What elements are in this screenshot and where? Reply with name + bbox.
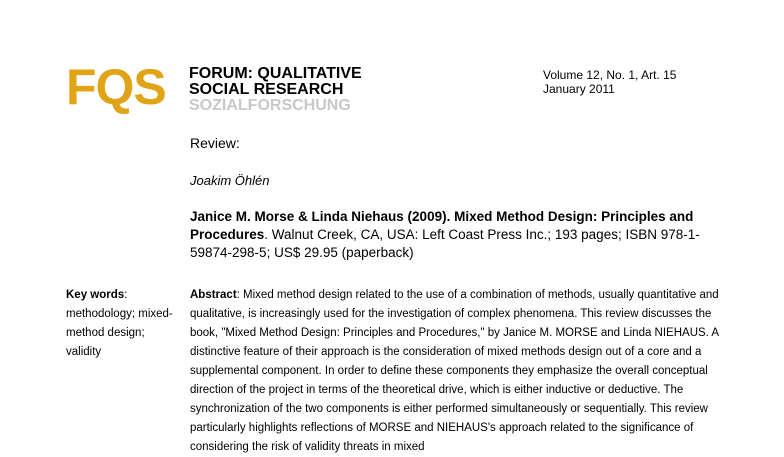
issue-volume: Volume 12, No. 1, Art. 15 bbox=[543, 68, 677, 82]
book-details: . Walnut Creek, CA, USA: Left Coast Press Inc.; 193 pages; ISBN 978-1-59874-298-5; US$ 29.95 (paperback) bbox=[190, 227, 700, 260]
abstract-label: Abstract bbox=[190, 289, 237, 301]
keywords-label: Key words bbox=[66, 289, 125, 301]
issue-date: January 2011 bbox=[543, 82, 615, 96]
book-title: Janice M. Morse & Linda Niehaus (2009). Mixed Method Design: Principles and Procedures bbox=[190, 209, 694, 242]
journal-title-line1: FORUM: QUALITATIVE bbox=[189, 65, 362, 82]
section-label: Review: bbox=[190, 135, 240, 151]
journal-title-line3: SOZIALFORSCHUNG bbox=[189, 97, 351, 114]
journal-title bbox=[189, 66, 362, 114]
review-author: Joakim Öhlén bbox=[190, 173, 270, 188]
issue-info bbox=[543, 68, 676, 96]
abstract-block bbox=[190, 286, 720, 457]
keywords-block: Key words: methodology; mixed-method design; validity bbox=[66, 289, 173, 358]
fqs-logo: FQS bbox=[66, 59, 166, 115]
book-citation bbox=[190, 208, 720, 262]
abstract-text: : Mixed method design related to the use of a combination of methods, usually quantitative and qualitative, is increasingly used for the investigation of complex phenomena. This review discusses the book, "Mixed Method Design: Principles and Procedures," by Janice M. MORSE and Linda NIEHAUS. A distinctive feature of their approach is the consideration of mixed methods design out of a core and a supplemental component. In order to define these components they emphasize the overall conceptual direction of the project in terms of the theoretical drive, which is either inductive or deductive. The synchronization of the two components is either performed simultaneously or sequentially. This review particularly highlights reflections of MORSE and NIEHAUS's approach related to the significance of considering the risk of validity threats in mixed bbox=[190, 289, 719, 453]
journal-title-line2: SOCIAL RESEARCH bbox=[189, 81, 344, 98]
keywords-list: methodology; mixed-method design; validity bbox=[66, 308, 173, 358]
